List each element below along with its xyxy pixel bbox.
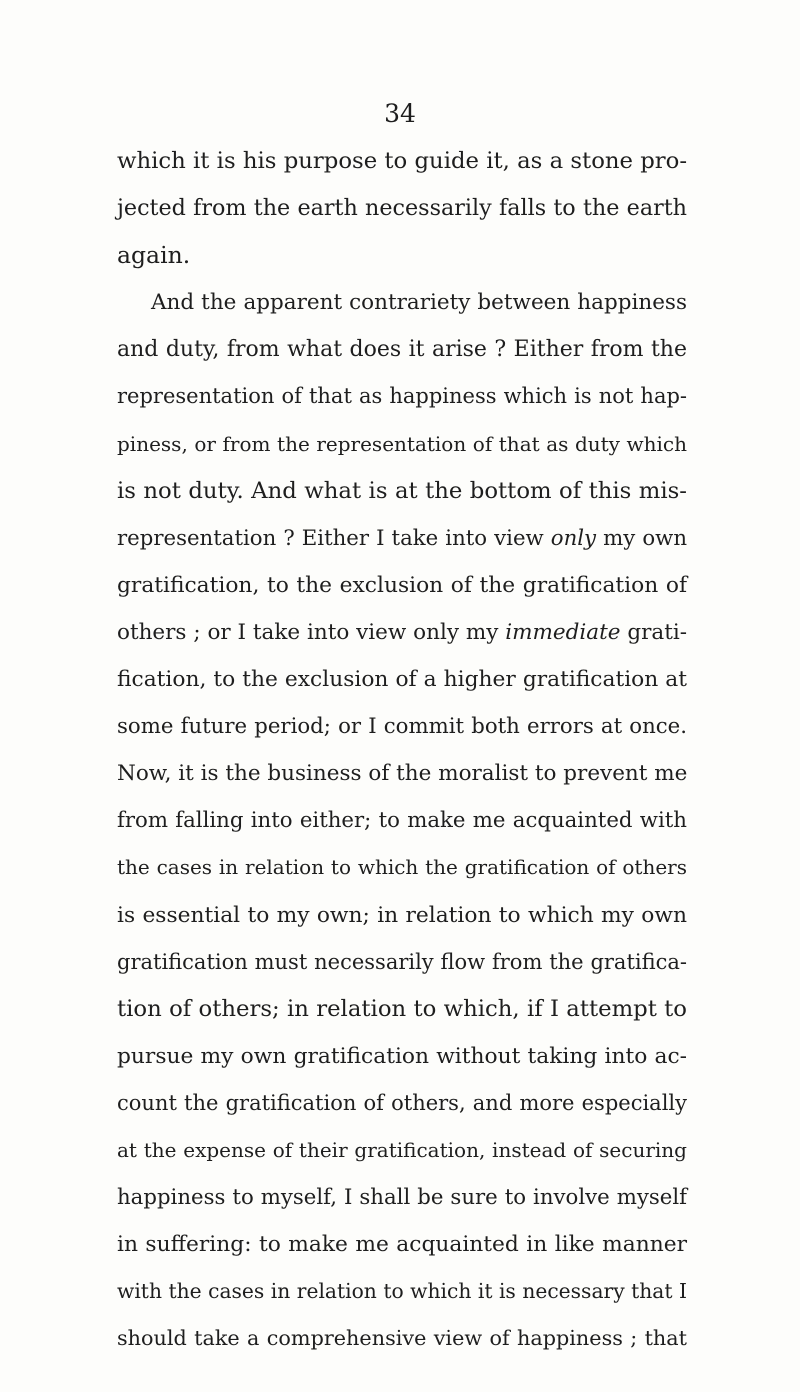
text-line: representation of that as happiness which is not hap- xyxy=(117,384,687,409)
emphasis-immediate: immediate xyxy=(505,619,621,645)
text-line: pursue my own gratification without taking into ac- xyxy=(117,1043,687,1069)
text-line: piness, or from the representation of that as duty which xyxy=(117,431,687,456)
text-run: others ; or I take into view only my xyxy=(117,619,506,645)
body-text xyxy=(117,138,687,1362)
text-line: gratification must necessarily flow from the gratifica- xyxy=(117,949,687,974)
text-line: which it is his purpose to guide it, as a stone pro- xyxy=(117,148,688,174)
text-line: is essential to my own; in relation to which my own xyxy=(117,902,687,928)
text-run: grati- xyxy=(620,619,687,645)
text-line: count the gratification of others, and more especially xyxy=(117,1090,687,1115)
text-line: fication, to the exclusion of a higher gratification at xyxy=(117,667,687,693)
text-line: gratification, to the exclusion of the gratification of xyxy=(117,572,687,598)
text-run: representation ? Either I take into view xyxy=(117,525,551,551)
text-line: the cases in relation to which the gratification of others xyxy=(117,855,687,880)
text-line: should take a comprehensive view of happiness ; that xyxy=(117,1326,687,1351)
text-line: Now, it is the business of the moralist to prevent me xyxy=(117,761,688,787)
page-number: 34 xyxy=(384,99,416,128)
text-run: my own xyxy=(596,525,688,551)
emphasis-only: only xyxy=(550,525,597,551)
text-line: from falling into either; to make me acquainted with xyxy=(117,808,687,834)
text-line: at the expense of their gratification, instead of securing xyxy=(117,1137,687,1162)
text-line: in suffering: to make me acquainted in like manner xyxy=(117,1232,687,1258)
text-line: is not duty. And what is at the bottom of this mis- xyxy=(117,477,687,504)
text-line: tion of others; in relation to which, if I attempt to xyxy=(117,995,687,1022)
text-line xyxy=(117,609,687,656)
paragraph-start-line: And the apparent contrariety between happiness xyxy=(151,290,687,316)
text-line: happiness to myself, I shall be sure to involve myself xyxy=(117,1185,687,1211)
text-line: with the cases in relation to which it is necessary that I xyxy=(117,1279,687,1304)
text-line: jected from the earth necessarily falls to the earth xyxy=(117,195,687,222)
text-line: some future period; or I commit both errors at once. xyxy=(117,714,687,740)
text-line: again. xyxy=(117,241,191,270)
text-line: and duty, from what does it arise ? Either from the xyxy=(117,337,687,363)
text-line xyxy=(117,515,687,562)
